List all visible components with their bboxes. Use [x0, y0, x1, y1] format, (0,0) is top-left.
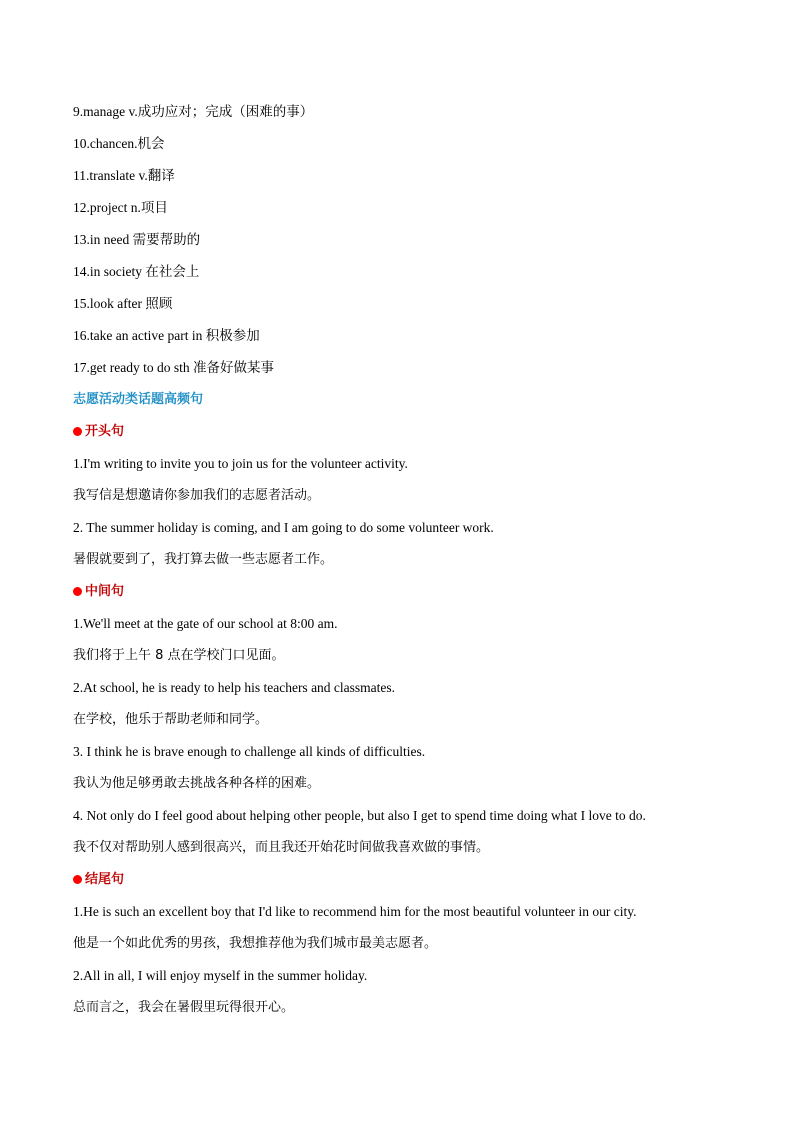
sentence-en: 2.At school, he is ready to help his teachers and classmates.: [73, 680, 396, 695]
sentence-zh: 在学校，他乐于帮助老师和同学。: [73, 712, 269, 727]
document-page: [73, 96, 733, 1024]
section-title: 志愿活动类话题高频句: [73, 392, 204, 407]
vocab-item: 17.get ready to do sth 准备好做某事: [73, 360, 274, 375]
vocab-item: 11.translate v.翻译: [73, 168, 175, 183]
vocab-list: [73, 96, 733, 384]
middle-section: [73, 576, 733, 864]
closing-heading-label: 结尾句: [85, 872, 125, 887]
middle-heading: [73, 576, 733, 608]
sentence-zh: 他是一个如此优秀的男孩，我想推荐他为我们城市最美志愿者。: [73, 936, 438, 951]
vocab-item: 16.take an active part in 积极参加: [73, 328, 260, 343]
vocab-item: 9.manage v.成功应对；完成（困难的事）: [73, 104, 314, 119]
sentence-en: 4. Not only do I feel good about helping other people, but also I get to spend time doing what I love to do.: [73, 808, 646, 823]
vocab-item: 14.in society 在社会上: [73, 264, 200, 279]
sentence-en: 1.I'm writing to invite you to join us for the volunteer activity.: [73, 456, 408, 471]
sentence-zh: 暑假就要到了，我打算去做一些志愿者工作。: [73, 552, 334, 567]
sentence-en: 1.We'll meet at the gate of our school at 8:00 am.: [73, 616, 338, 631]
red-bullet-icon: [73, 427, 82, 436]
opening-section: [73, 416, 733, 576]
sentence-zh: 我不仅对帮助别人感到很高兴，而且我还开始花时间做我喜欢做的事情。: [73, 840, 490, 855]
closing-section: [73, 864, 733, 1024]
sentence-en: 2.All in all, I will enjoy myself in the summer holiday.: [73, 968, 368, 983]
vocab-item: 12.project n.项目: [73, 200, 168, 215]
middle-heading-label: 中间句: [85, 584, 125, 599]
opening-heading-label: 开头句: [85, 424, 125, 439]
vocab-item: 10.chancen.机会: [73, 136, 165, 151]
sentence-zh: 我认为他足够勇敢去挑战各种各样的困难。: [73, 776, 321, 791]
sentence-en: 1.He is such an excellent boy that I'd like to recommend him for the most beautiful volunteer in our city.: [73, 904, 637, 919]
sentence-en: 2. The summer holiday is coming, and I am going to do some volunteer work.: [73, 520, 494, 535]
red-bullet-icon: [73, 875, 82, 884]
vocab-item: 15.look after 照顾: [73, 296, 173, 311]
sentence-zh: 我写信是想邀请你参加我们的志愿者活动。: [73, 488, 321, 503]
sentence-en: 3. I think he is brave enough to challenge all kinds of difficulties.: [73, 744, 426, 759]
closing-heading: [73, 864, 733, 896]
red-bullet-icon: [73, 587, 82, 596]
opening-heading: [73, 416, 733, 448]
sentence-zh: 总而言之，我会在暑假里玩得很开心。: [73, 1000, 295, 1015]
sentence-zh: 我们将于上午 8 点在学校门口见面。: [73, 648, 285, 663]
vocab-item: 13.in need 需要帮助的: [73, 232, 201, 247]
